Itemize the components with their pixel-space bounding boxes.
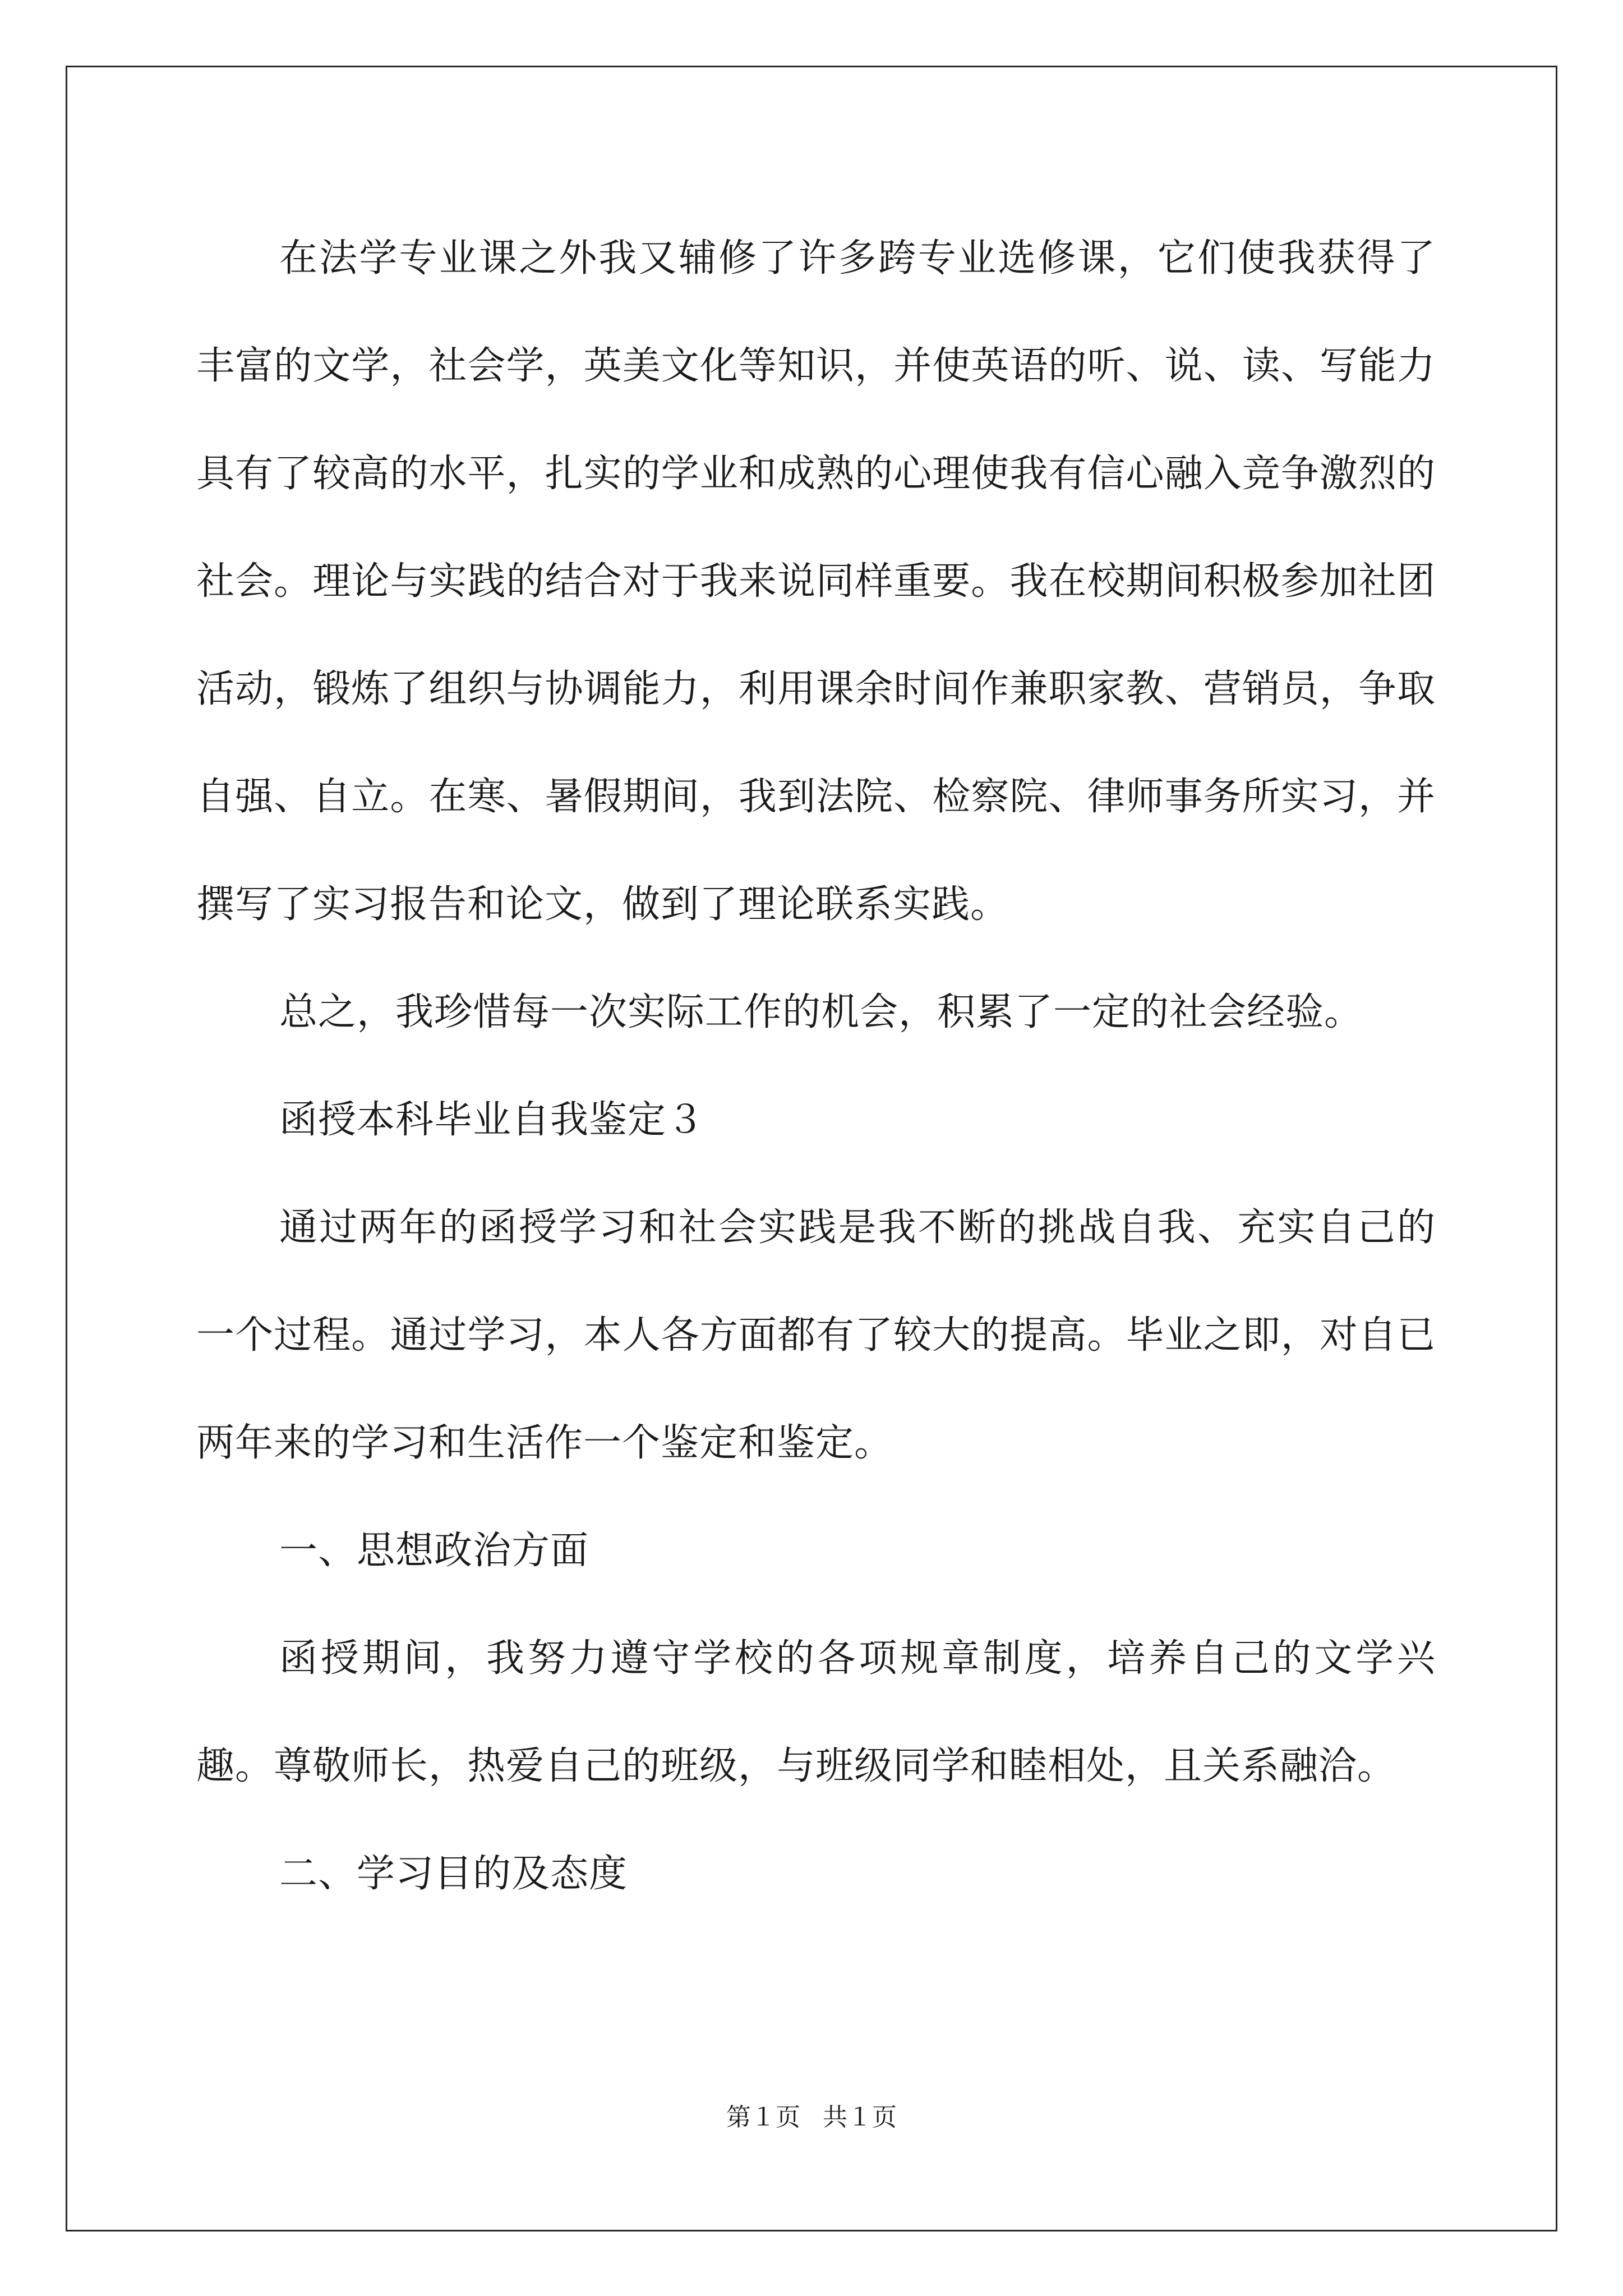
page-number: 第１页 [726,2104,800,2131]
page-footer [0,2097,1623,2133]
document-body [196,205,1436,1928]
paragraph-4: 函授期间，我努力遵守学校的各项规章制度，培养自己的文学兴趣。尊敬师长，热爱自己的班级，与班级同学和睦相处，且关系融洽。 [196,1636,1436,1788]
paragraph-1: 在法学专业课之外我又辅修了许多跨专业选修课，它们使我获得了丰富的文学，社会学，英美文化等知识，并使英语的听、说、读、写能力具有了较高的水平，扎实的学业和成熟的心理使我有信心融入竞争激烈的社会。理论与实践的结合对于我来说同样重要。我在校期间积极参加社团活动，锻炼了组织与协调能力，利用课余时间作兼职家教、营销员，争取自强、自立。在寒、暑假期间，我到法院、检察院、律师事务所实习，并撰写了实习报告和论文，做到了理论联系实践。 [196,236,1436,927]
paragraph-3: 通过两年的函授学习和社会实践是我不断的挑战自我、充实自己的一个过程。通过学习，本人各方面都有了较大的提高。毕业之即，对自已两年来的学习和生活作一个鉴定和鉴定。 [196,1205,1436,1465]
paragraph-2: 总之，我珍惜每一次实际工作的机会，积累了一定的社会经验。 [279,990,1363,1034]
page-total: 共１页 [823,2104,897,2131]
subsection-title-1: 一、思想政治方面 [279,1529,589,1573]
subsection-title-2: 二、学习目的及态度 [279,1852,628,1896]
section-title: 函授本科毕业自我鉴定３ [279,1098,706,1142]
